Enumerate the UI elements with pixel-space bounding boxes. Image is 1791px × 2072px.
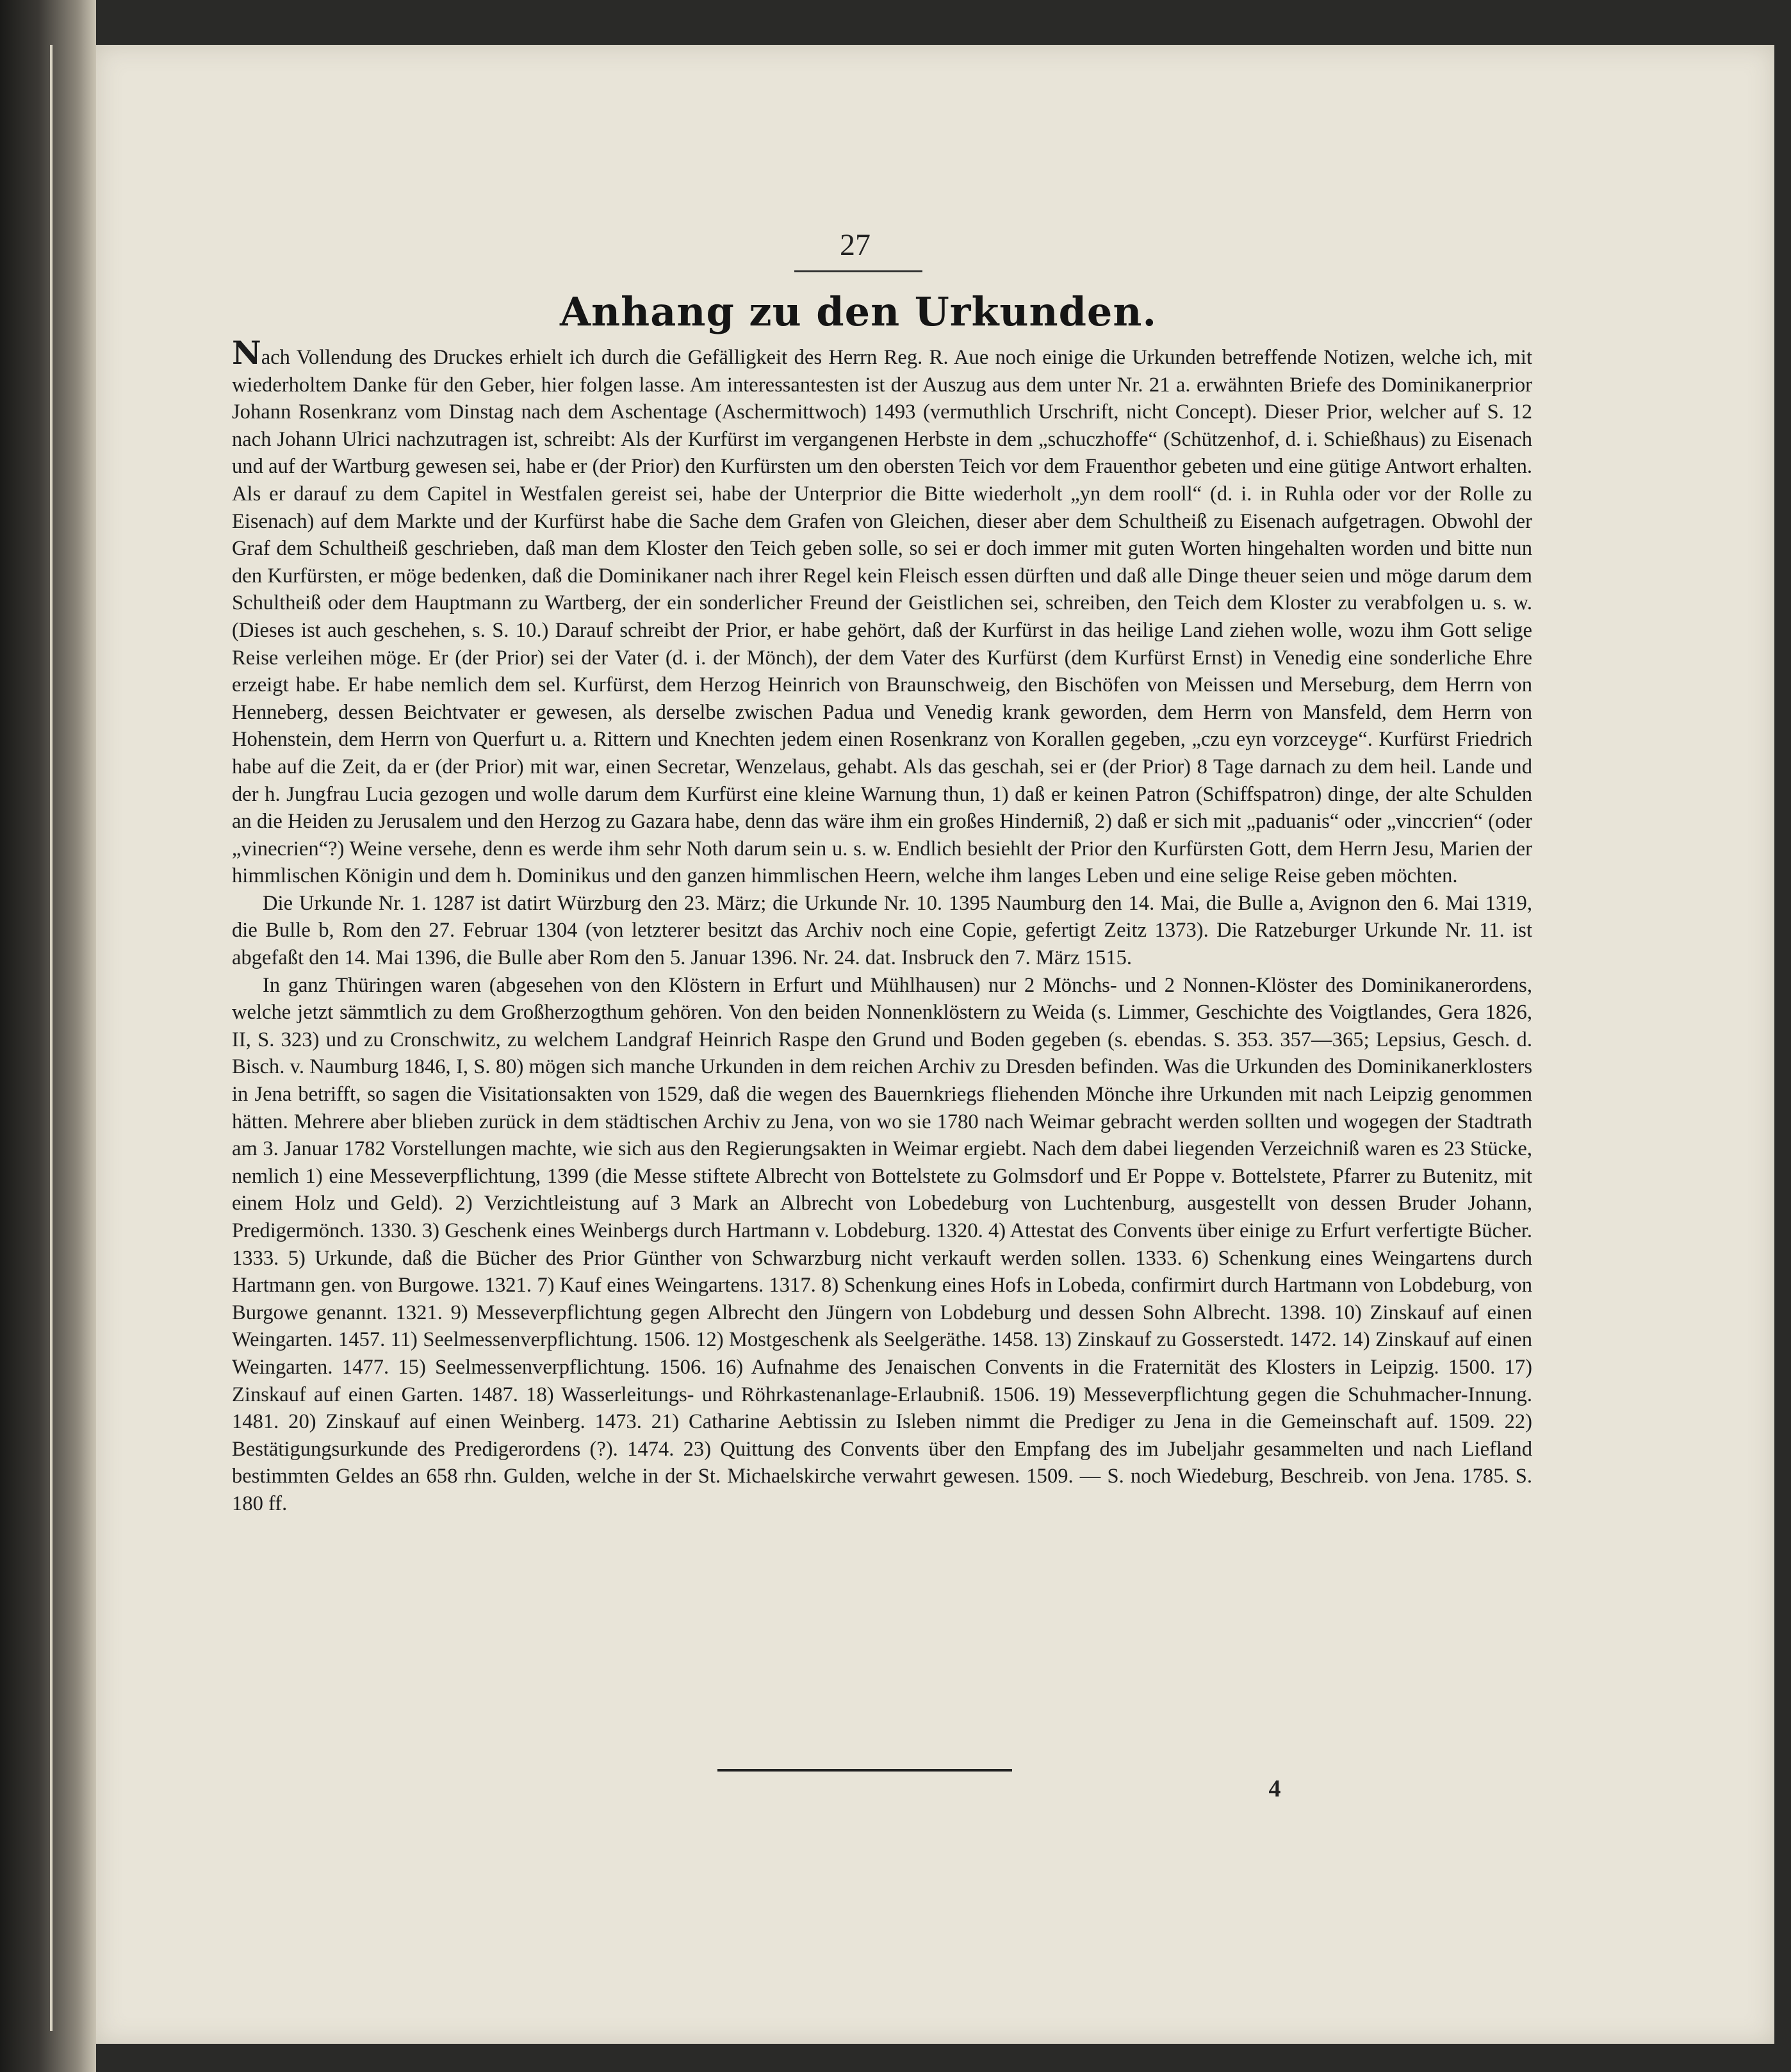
end-rule <box>717 1769 1012 1772</box>
page-number-rule <box>794 270 922 272</box>
paragraph-2: Die Urkunde Nr. 1. 1287 ist datirt Würzburg den 23. März; die Urkunde Nr. 10. 1395 Naumburg den 14. Mai, die Bulle a, Avignon den 6. Mai 1319, die Bulle b, Rom den 27. Februar 1304 (von letzterer besitzt das Archiv noch eine Copie, gefertigt Zeitz 1373). Die Ratzeburger Urkunde Nr. 11. ist abgefaßt den 14. Mai 1396, die Bulle aber Rom den 5. Januar 1396. Nr. 24. dat. Insbruck den 7. März 1515. <box>232 891 1532 970</box>
drop-cap: N <box>232 334 261 372</box>
signature-mark: 4 <box>1268 1775 1281 1802</box>
paragraph-1-text: ach Vollendung des Druckes erhielt ich durch die Gefälligkeit des Herrn Reg. R. Aue noch einige die Urkunden betreffende Notizen, welche ich, mit wiederholtem Danke für den Geber, hier folgen lasse. Am interessantesten ist der Auszug aus dem unter Nr. 21 a. erwähnten Briefe des Dominikanerprior Johann Rosenkranz vom Dinstag nach dem Aschentage (Aschermittwoch) 1493 (vermuthlich Urschrift, nicht Concept). Dieser Prior, welcher auf S. 12 nach Johann Ulrici nachzutragen ist, schreibt: Als der Kurfürst im vergangenen Herbste in dem „schuczhoffe“ (Schützenhof, d. i. Schießhaus) zu Eisenach und auf der Wartburg gewesen sei, habe er (der Prior) den Kurfürsten um den obersten Teich vor dem Frauenthor gebeten und eine gütige Antwort erhalten. Als er darauf zu dem Capitel in Westfalen gereist sei, habe der Unterprior die Bitte wiederholt „yn dem rooll“ (d. i. in Ruhla oder vor der Rolle zu Eisenach) auf dem Markte und der Kurfürst habe die Sache dem Grafen von Gleichen, dieser aber dem Schultheiß zu Eisenach aufgetragen. Obwohl der Graf dem Schultheiß geschrieben, daß man dem Kloster den Teich geben solle, so sei er doch immer mit guten Worten hingehalten worden und bitte nun den Kurfürsten, er möge bedenken, daß die Dominikaner nach ihrer Regel kein Fleisch essen dürften und daß alle Dinge theuer seien und möge darum dem Schultheiß oder dem Hauptmann zu Wartberg, der ein sonderlicher Freund der Geistlichen sei, schreiben, den Teich dem Kloster zu verabfolgen u. s. w. (Dieses ist auch geschehen, s. S. 10.) Darauf schreibt der Prior, er habe gehört, daß der Kurfürst in das heilige Land ziehen wolle, wozu ihm Gott selige Reise verleihen möge. Er (der Prior) sei der Vater (d. i. der Mönch), der dem Vater des Kurfürst (dem Kurfürst Ernst) in Venedig eine sonderliche Ehre erzeigt habe. Er habe nemlich dem sel. Kurfürst, dem Herzog Heinrich von Braunschweig, den Bischöfen von Meissen und Merseburg, dem Herrn von Henneberg, dessen Beichtvater er gewesen, als derselbe zwischen Padua und Venedig krank geworden, dem Herrn von Mansfeld, dem Herrn von Hohenstein, dem Herrn von Querfurt u. a. Rittern und Knechten jedem einen Rosenkranz von Korallen gegeben, „czu eyn vorzceyge“. Kurfürst Friedrich habe auf die Zeit, da er (der Prior) mit war, einen Secretar, Wenzelaus, gehabt. Als das geschah, sei er (der Prior) 8 Tage darnach zu dem heil. Lande und der h. Jungfrau Lucia gezogen und wolle darum dem Kurfürst eine kleine Warnung thun, 1) daß er keinen Patron (Schiffspatron) dinge, der alte Schulden an die Heiden zu Jerusalem und den Herzog zu Gazara habe, denn das wäre ihm ein großes Hinderniß, 2) daß er sich mit „paduanis“ oder „vinccrien“ (oder „vinecrien“?) Weine versehe, denn es werde ihm sehr Noth darum sein u. s. w. Endlich besiehlt der Prior den Kurfürsten Gott, dem Herrn Jesu, Marien der himmlischen Königin und dem h. Dominikus und den ganzen himmlischen Heern, welche ihm langes Leben und eine selige Reise geben möchten. <box>232 346 1532 888</box>
spine-edge <box>50 45 53 2031</box>
book-spine <box>0 0 96 2072</box>
paragraph-1 <box>232 334 1532 890</box>
page-number: 27 <box>840 228 871 262</box>
section-heading: Anhang zu den Urkunden. <box>559 288 1157 335</box>
body-text <box>232 334 1532 1518</box>
paragraph-3: In ganz Thüringen waren (abgesehen von den Klöstern in Erfurt und Mühlhausen) nur 2 Mönchs- und 2 Nonnen-Klöster des Dominikanerordens, welche jetzt sämmtlich zu dem Großherzogthum gehören. Von den beiden Nonnenklöstern zu Weida (s. Limmer, Geschichte des Voigtlandes, Gera 1826, II, S. 323) und zu Cronschwitz, zu welchem Landgraf Heinrich Raspe den Grund und Boden gegeben (s. ebendas. S. 353. 357—365; Lepsius, Gesch. d. Bisch. v. Naumburg 1846, I, S. 80) mögen sich manche Urkunden in dem reichen Archiv zu Dresden befinden. Was die Urkunden des Dominikanerklosters in Jena betrifft, so sagen die Visitationsakten von 1529, daß die wegen des Bauernkriegs fliehenden Mönche ihre Urkunden mit nach Leipzig genommen hätten. Mehrere aber blieben zurück in dem städtischen Archiv zu Jena, von wo sie 1780 nach Weimar gebracht werden sollten und wogegen der Stadtrath am 3. Januar 1782 Vorstellungen machte, wie sich aus den Regierungsakten in Weimar ergiebt. Nach dem dabei liegenden Verzeichniß waren es 23 Stücke, nemlich 1) eine Messeverpflichtung, 1399 (die Messe stiftete Albrecht von Bottelstete zu Golmsdorf und Er Poppe v. Bottelstete, Pfarrer zu Butenitz, mit einem Holz und Geld). 2) Verzichtleistung auf 3 Mark an Albrecht von Lobedeburg von Luchtenburg, ausgestellt von dessen Bruder Johann, Predigermönch. 1330. 3) Geschenk eines Weinbergs durch Hartmann v. Lobdeburg. 1320. 4) Attestat des Convents über einige zu Erfurt verfertigte Bücher. 1333. 5) Urkunde, daß die Bücher des Prior Günther von Schwarzburg nicht verkauft werden sollen. 1333. 6) Schenkung eines Weingartens durch Hartmann gen. von Burgowe. 1321. 7) Kauf eines Weingartens. 1317. 8) Schenkung eines Hofs in Lobeda, confirmirt durch Hartmann von Lobdeburg, von Burgowe genannt. 1321. 9) Messeverpflichtung gegen Albrecht den Jüngern von Lobdeburg und dessen Sohn Albrecht. 1398. 10) Zinskauf auf einen Weingarten. 1457. 11) Seelmessenverpflichtung. 1506. 12) Mostgeschenk als Seelgeräthe. 1458. 13) Zinskauf zu Gosserstedt. 1472. 14) Zinskauf auf einen Weingarten. 1477. 15) Seelmessenverpflichtung. 1506. 16) Aufnahme des Jenaischen Convents in die Fraternität des Klosters in Leipzig. 1500. 17) Zinskauf auf einen Garten. 1487. 18) Wasserleitungs- und Röhrkastenanlage-Erlaubniß. 1506. 19) Messeverpflichtung gegen die Schuhmacher-Innung. 1481. 20) Zinskauf auf einen Weinberg. 1473. 21) Catharine Aebtissin zu Isleben nimmt die Prediger zu Jena in die Gemeinschaft auf. 1509. 22) Bestätigungsurkunde des Predigerordens (?). 1474. 23) Quittung des Convents über den Empfang des im Jubeljahr gesammelten und nach Liefland bestimmten Geldes an 658 rhn. Gulden, welche in der St. Michaelskirche verwahrt gewesen. 1509. — S. noch Wiedeburg, Beschreib. von Jena. 1785. S. 180 ff. <box>232 973 1532 1515</box>
